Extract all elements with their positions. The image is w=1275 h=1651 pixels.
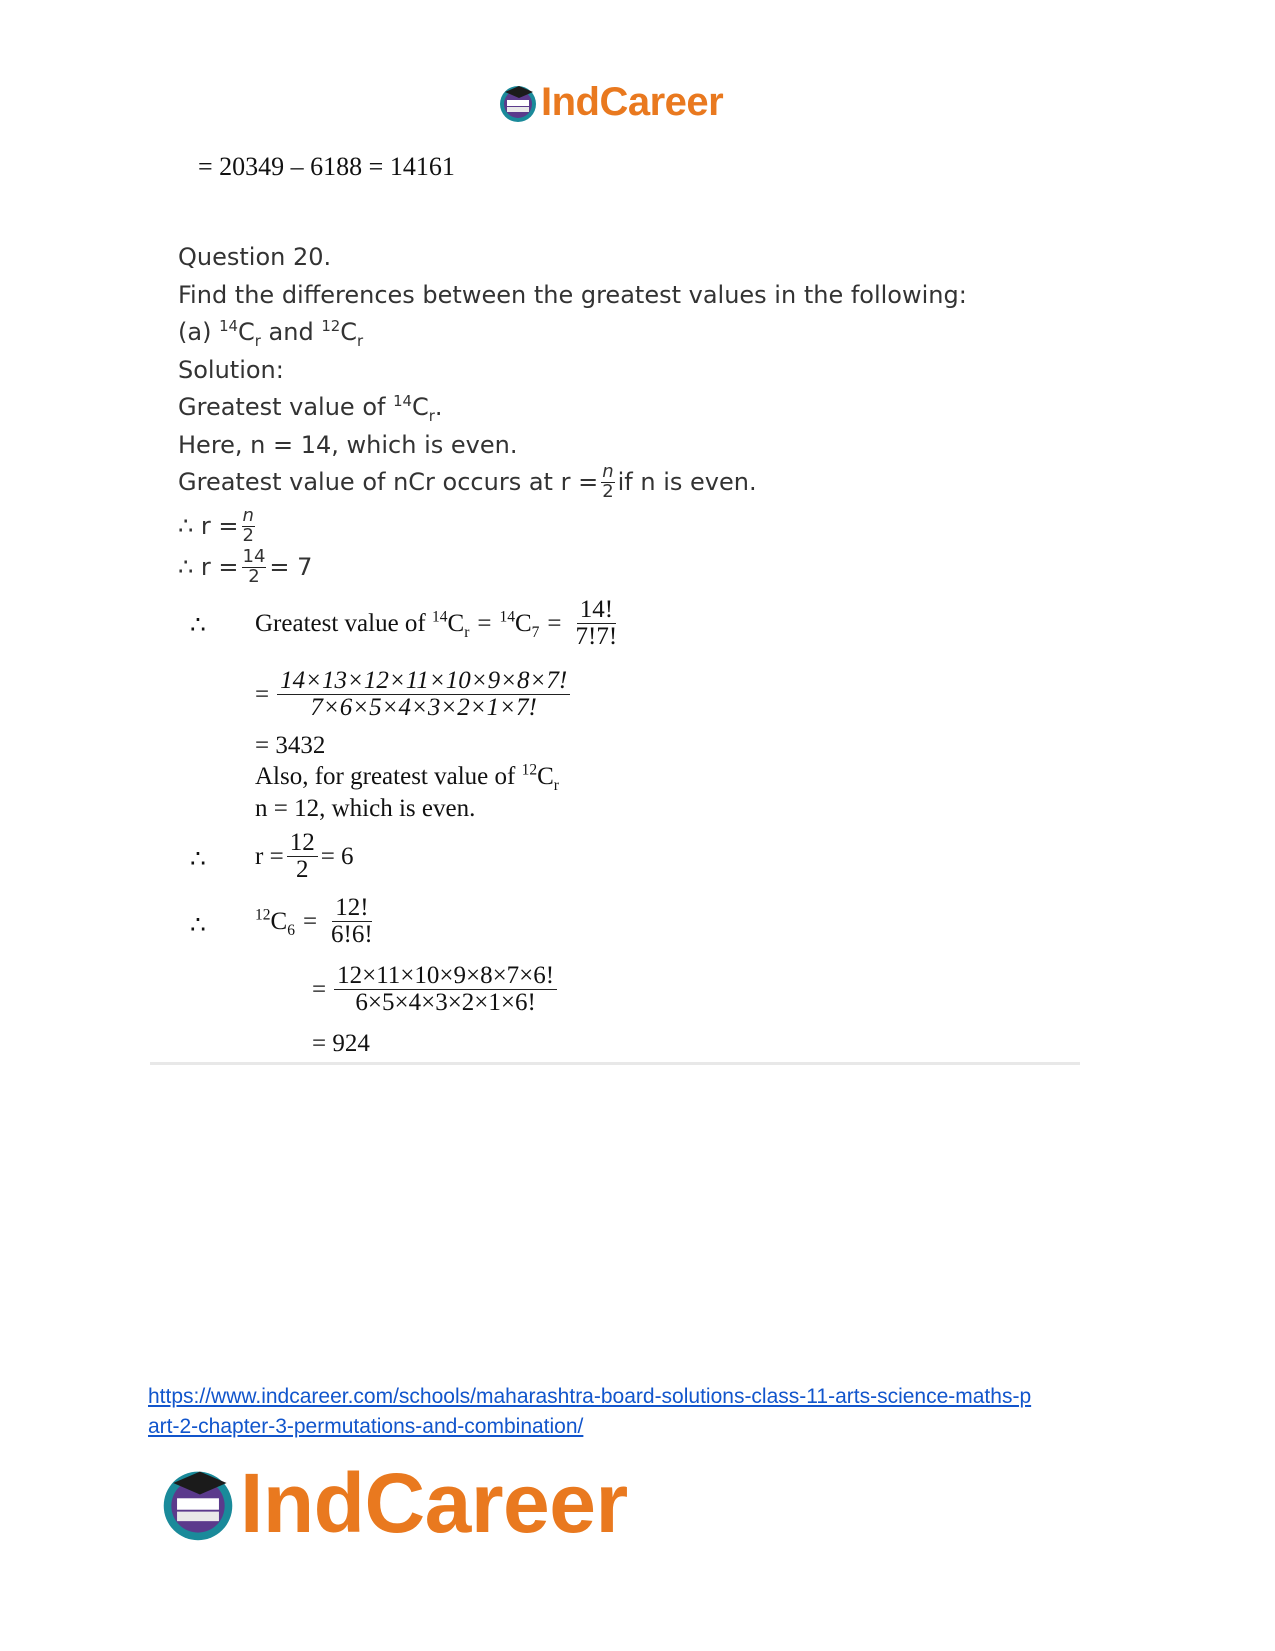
expanded-fraction-14: = $\frac{14\times 13\times 12\times 11\times 10\times 9\times 8\times 7!}{7\times 6\times 5\times 4\times 3\times 2\times 1\times 7!}$: [255, 668, 573, 722]
expanded-fraction-12: = $\frac{12\times 11\times 10\times 9\times 8\times 7\times 6!}{6\times 5\times 4\times 3\times 2\times 1\times 6!}$: [312, 963, 560, 1017]
therefore-symbol-2: ∴: [190, 846, 206, 873]
greatest-value-14c7: Greatest value of $^{14}C_r$ = $^{14}C_7$ = $\frac{14!}{7!7!}$: [255, 597, 623, 651]
fraction-14-fact: $\frac{14!}{7!7!}$: [575, 596, 618, 651]
fraction-r2: $\frac{14}{2}$: [242, 546, 266, 587]
solution-label: Solution:: [178, 356, 284, 384]
also-greatest-12cr: Also, for greatest value of $^{12}C_r$: [255, 761, 559, 794]
indcareer-graduate-icon-large: [158, 1464, 238, 1544]
top-result-line: = 20349 – 6188 = 14161: [198, 152, 455, 181]
indcareer-graduate-icon: [497, 82, 539, 124]
result-3432: = 3432: [255, 732, 326, 759]
n-12-line: n = 12, which is even.: [255, 795, 476, 822]
result-924: = 924: [312, 1030, 370, 1057]
question-part-a: (a) $^{14}C_r$ and $^{12}C_r$: [178, 317, 364, 350]
footer-logo: [158, 1455, 628, 1552]
content-divider: [150, 1062, 1080, 1065]
footer-brand: IndCareer: [240, 1456, 628, 1550]
header-logo: [497, 80, 723, 125]
here-n-line: Here, n = 14, which is even.: [178, 431, 518, 459]
occurs-line: Greatest value of nCr occurs at r = $\frac{n}{2}$ if n is even.: [178, 461, 757, 502]
fraction-12-fact: $\frac{12!}{6!6!}$: [331, 894, 373, 949]
fraction-expanded-14: $\frac{14\times 13\times 12\times 11\times 10\times 9\times 8\times 7!}{7\times 6\times 5\times 4\times 3\times 2\times 1\times 7!}$: [277, 668, 570, 722]
therefore-symbol-3: ∴: [190, 912, 206, 939]
r-equals-7: ∴ r = $\frac{14}{2}$ = 7: [178, 546, 313, 587]
question-prompt: Find the differences between the greatest values in the following:: [178, 281, 967, 309]
header-brand: IndCareer: [541, 80, 724, 124]
c6-line: $^{12}C_6$ = $\frac{12!}{6!6!}$: [255, 895, 379, 949]
source-link[interactable]: https://www.indcareer.com/schools/maharashtra-board-solutions-class-11-arts-science-maths-p art-2-chapter-3-permutations-and-combination/: [148, 1385, 1032, 1438]
r-equals-n-over-2: ∴ r = $\frac{n}{2}$: [178, 505, 254, 546]
therefore-symbol-1: ∴: [190, 612, 206, 639]
greatest-value-heading: Greatest value of $^{14}C_r$.: [178, 392, 443, 425]
question-title: Question 20.: [178, 243, 332, 271]
fraction-expanded-12: $\frac{12\times 11\times 10\times 9\times 8\times 7\times 6!}{6\times 5\times 4\times 3\times 2\times 1\times 6!}$: [334, 963, 557, 1017]
fraction-n-over-2: $\frac{n}{2}$: [602, 461, 614, 502]
fraction-12-over-2: $\frac{12}{2}$: [287, 830, 318, 884]
r-equals-6: r = $\frac{12}{2}$ = 6: [255, 829, 354, 884]
fraction-r1: $\frac{n}{2}$: [242, 505, 254, 546]
